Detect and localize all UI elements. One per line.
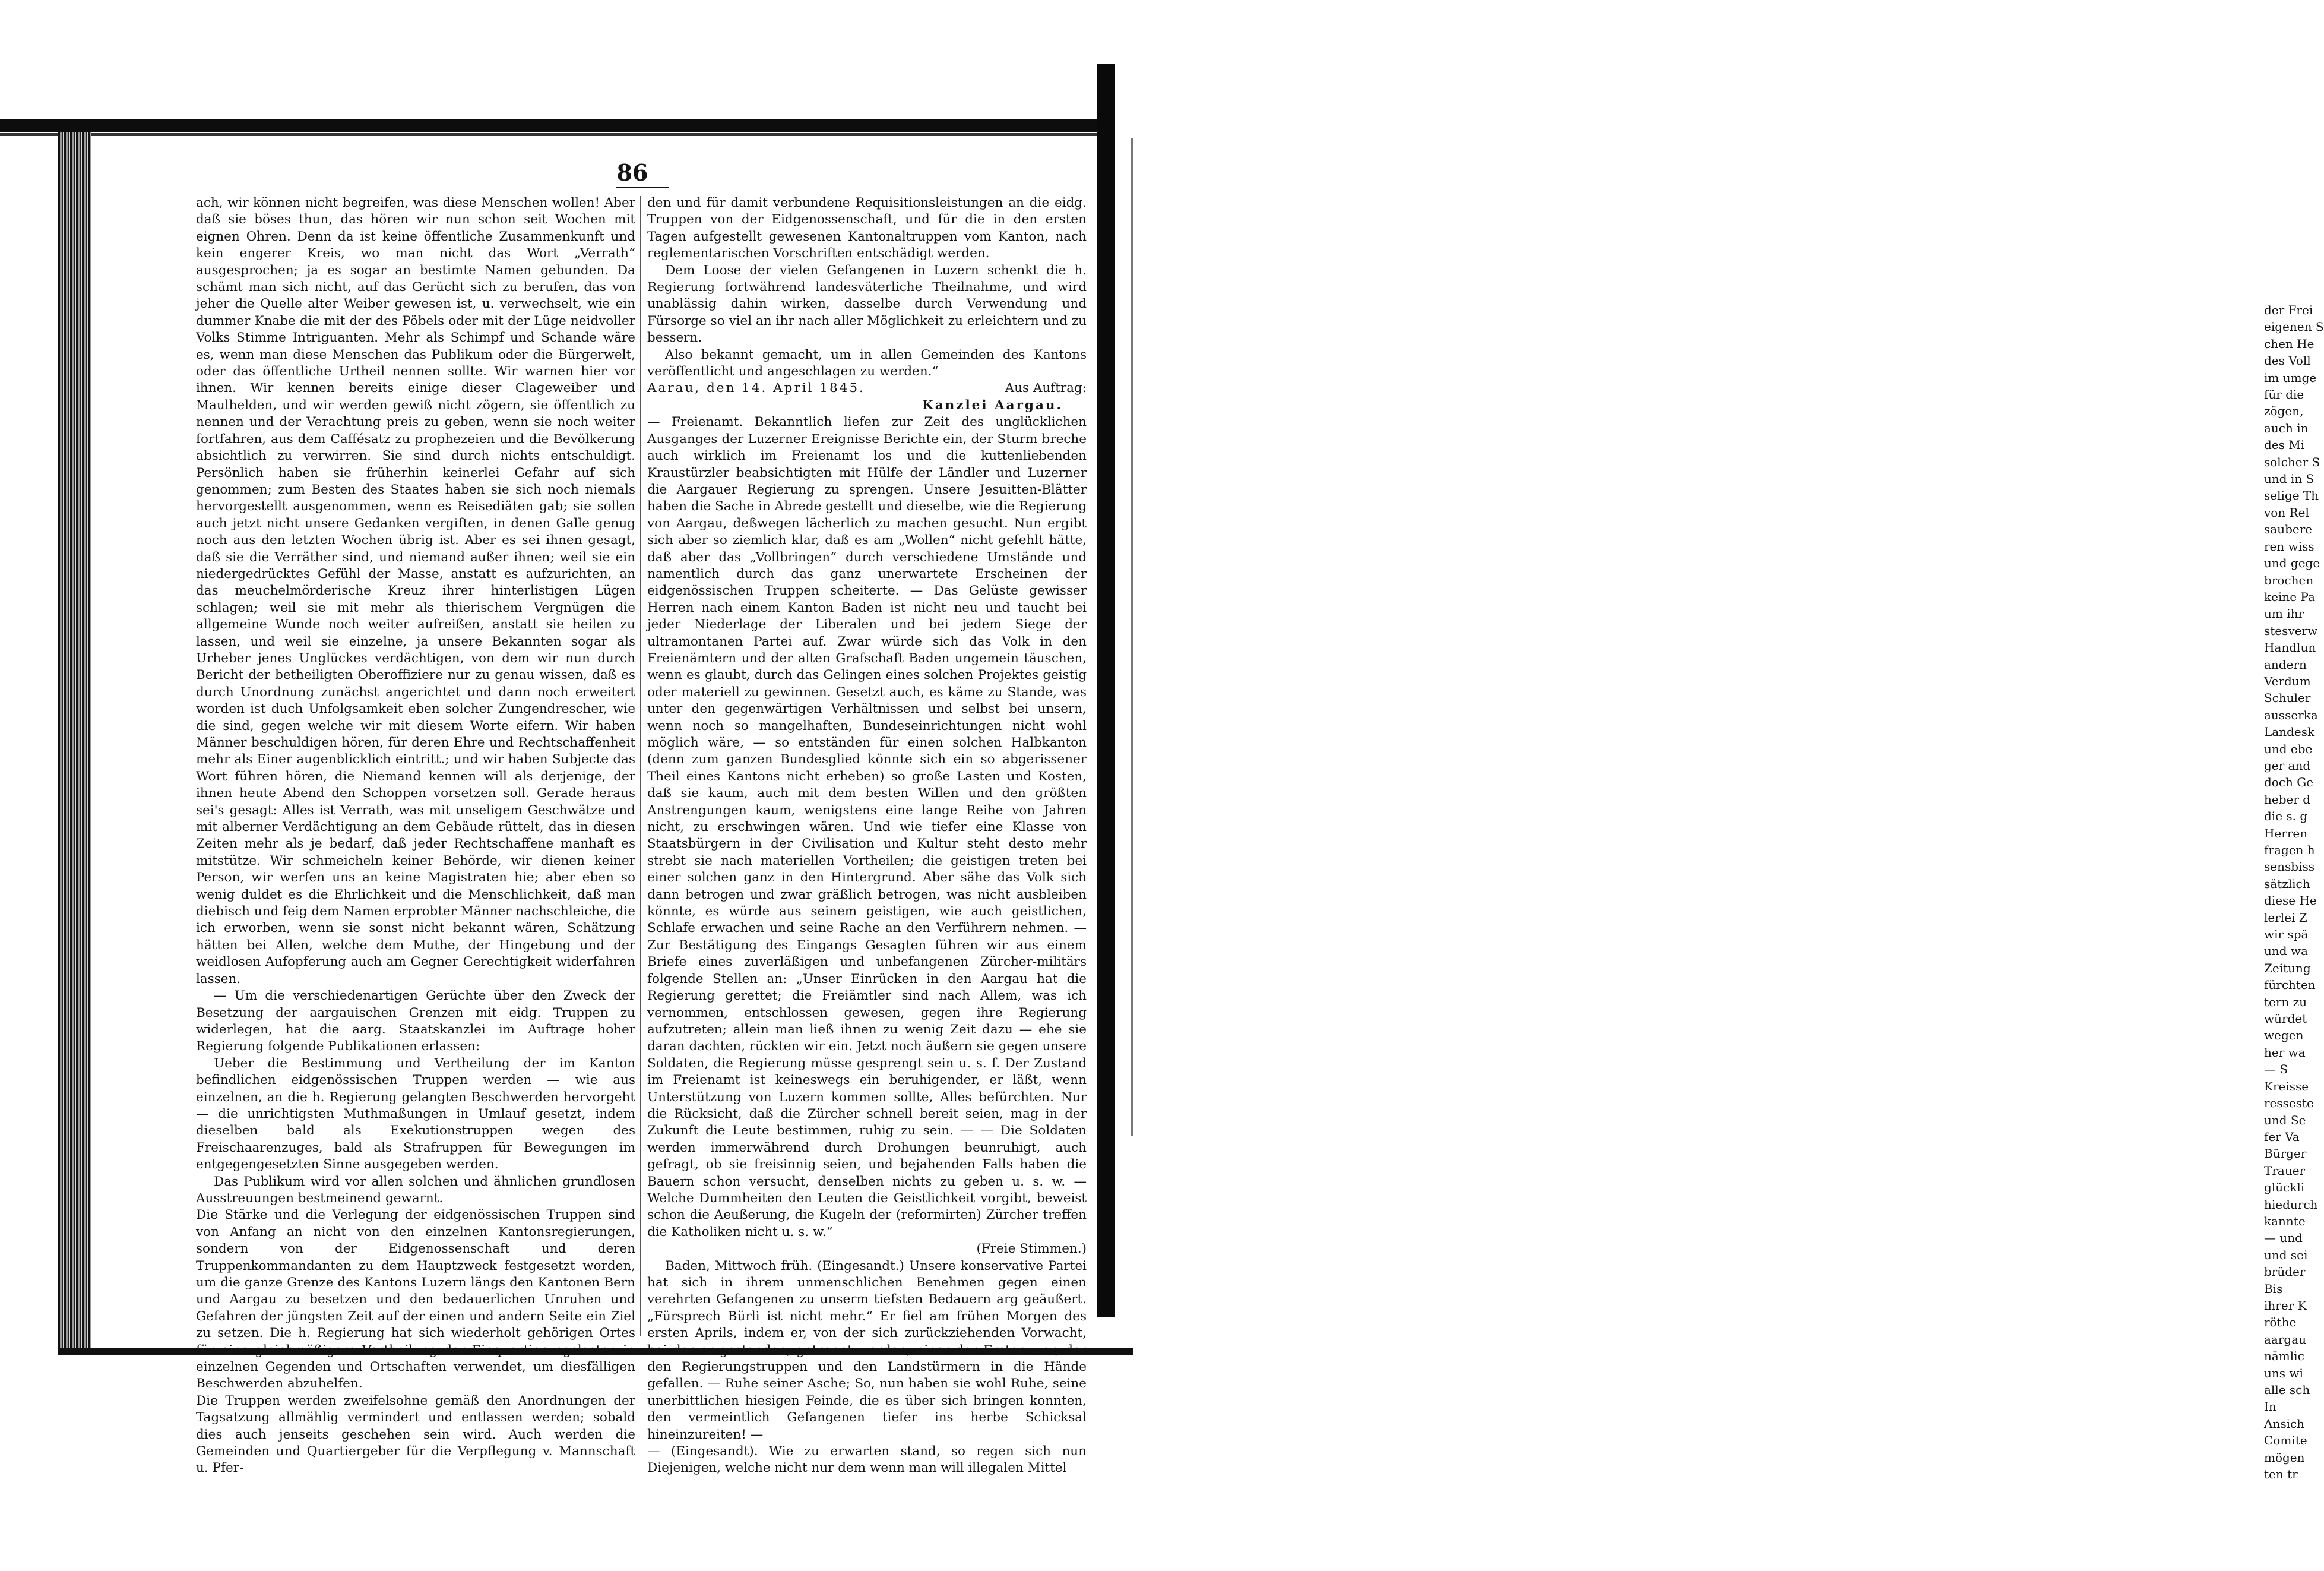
- next-page-line: her wa: [2264, 1045, 2306, 1060]
- next-page-line: uns wi: [2264, 1365, 2303, 1380]
- next-page-line: Landesk: [2264, 725, 2315, 739]
- next-page-line: Bürger: [2264, 1146, 2307, 1161]
- next-page-line: andern: [2264, 657, 2307, 672]
- page-number-rule: [616, 187, 669, 188]
- next-page-line: selige Th: [2264, 488, 2319, 503]
- article-paragraph: Dem Loose der vielen Gefangenen in Luzern schenkt die h. Regierung fortwährend landesväterliche Theilnahme, und wird unablässig dahin wirken, dasselbe durch Verwendung und Fürsorge so viel an ihr nach aller Möglichkeit zu erleichtern und zu bessern.: [647, 263, 1087, 346]
- next-page-line: wir spä: [2264, 927, 2309, 942]
- next-page-line: ger and: [2264, 758, 2311, 773]
- next-page-line: ren wiss: [2264, 539, 2314, 554]
- next-page-text: [2264, 302, 2324, 1483]
- next-page-line: Ansich: [2264, 1416, 2305, 1431]
- next-page-line: hiedurch: [2264, 1197, 2318, 1212]
- next-page-line: und gege: [2264, 556, 2320, 571]
- next-page-line: — und: [2264, 1231, 2303, 1246]
- next-page-line: der Frei: [2264, 303, 2313, 317]
- page-number: 86: [616, 159, 648, 186]
- right-column: [647, 195, 1087, 1477]
- next-page-line: diese He: [2264, 893, 2317, 908]
- scan-top-band: [0, 119, 1182, 132]
- next-page-line: für die: [2264, 387, 2304, 402]
- dateline-row: [647, 380, 1087, 397]
- next-page-line: die s. g: [2264, 809, 2308, 824]
- next-page-line: ausserka: [2264, 707, 2318, 722]
- next-page-line: fürchten: [2264, 978, 2316, 992]
- next-page-line: chen He: [2264, 336, 2314, 351]
- next-page-rule: [1131, 138, 1133, 1136]
- by-order: Aus Auftrag:: [1005, 381, 1087, 396]
- next-page-line: lerlei Z: [2264, 910, 2307, 925]
- next-page-line: keine Pa: [2264, 589, 2315, 604]
- next-page-line: fer Va: [2264, 1129, 2300, 1144]
- dateline: Aarau, den 14. April 1845.: [647, 381, 865, 396]
- next-page-line: des Mi: [2264, 438, 2305, 453]
- next-page-line: tern zu: [2264, 994, 2307, 1009]
- article-paragraph: Das Publikum wird vor allen solchen und ähnlichen grundlosen Ausstreuungen bestmeinend gewarnt.: [196, 1174, 635, 1206]
- next-page-line: sätzlich: [2264, 876, 2310, 891]
- next-page-line: Trauer: [2264, 1163, 2306, 1178]
- next-page-line: des Voll: [2264, 353, 2311, 368]
- next-page-line: kannte: [2264, 1213, 2306, 1228]
- next-page-line: zögen,: [2264, 404, 2304, 419]
- next-page-line: — S: [2264, 1062, 2288, 1077]
- signature: Kanzlei Aargau.: [922, 397, 1063, 413]
- next-page-fragment: [1115, 113, 2324, 1482]
- next-page-line: Zeitung: [2264, 960, 2311, 975]
- next-page-line: und in S: [2264, 472, 2314, 486]
- next-page-line: alle sch: [2264, 1383, 2310, 1397]
- next-page-line: mögen: [2264, 1450, 2305, 1465]
- source-credit: (Freie Stimmen.): [976, 1241, 1087, 1257]
- next-page-line: nämlic: [2264, 1349, 2304, 1364]
- article-paragraph: Die Truppen werden zweifelsohne gemäß den Anordnungen der Tagsatzung allmählig vermindert und entlassen werden; sobald dies auch jenseits geschehen sein wird. Auch werden die Gemeinden und Quartiergeber für die Verpflegung v. Mannschaft u. Pfer-: [196, 1393, 635, 1476]
- next-page-line: um ihr: [2264, 606, 2304, 621]
- article-paragraph: Baden, Mittwoch früh. (Eingesandt.) Unsere konservative Partei hat sich in ihrem unmenschlichen Benehmen gegen einen verehrten Gefangenen zu unserm tiefsten Bedauern arg geäußert. „Fürsprech Bürli ist nicht mehr.“ Er fiel am frühen Morgen des ersten Aprils, indem er, von der sich zurückziehenden Vorwacht, bei der er gestanden, getrennt worden, einer der Ersten war, der den Regierungstruppen und den Landstürmern in die Hände gefallen. — Ruhe seiner Asche; So, nun haben sie wohl Ruhe, seine unerbittlichen hiesigen Feinde, die es über sich bringen konnten, den vermeintlich Gefangenen tiefer ins herbe Schicksal hineinzureiten! —: [647, 1258, 1087, 1442]
- next-page-line: Herren: [2264, 826, 2308, 840]
- next-page-line: von Rel: [2264, 505, 2309, 520]
- article-paragraph: den und für damit verbundene Requisitionsleistungen an die eidg. Truppen von der Eidgenossenschaft, und für die in den ersten Tagen aufgestellt gewesenen Kantonaltruppen vom Kanton, nach reglementarischen Vorschriften entschädigt werden.: [647, 195, 1087, 261]
- next-page-line: eigenen S: [2264, 320, 2324, 334]
- next-page-line: ten tr: [2264, 1467, 2298, 1482]
- article-paragraph: Also bekannt gemacht, um in allen Gemeinden des Kantons veröffentlicht und angeschlagen zu werden.“: [647, 347, 1087, 380]
- next-page-line: und sei: [2264, 1247, 2308, 1262]
- next-page-line: fragen h: [2264, 843, 2315, 857]
- next-page-line: doch Ge: [2264, 775, 2314, 790]
- left-column: [196, 195, 635, 1477]
- article-paragraph: ach, wir können nicht begreifen, was diese Menschen wollen! Aber daß sie böses thun, das hören wir nun schon seit Wochen mit eignen Ohren. Denn da ist keine öffentliche Zusammenkunft und kein engerer Kreis, wo man nicht das Wort „Verrath“ ausgesprochen; ja es sogar an bestimte Namen gebunden. Da schämt man sich nicht, auf das Gerücht sich zu berufen, das von jeher die Quelle alter Weiber gewesen ist, u. verwechselt, wie ein dummer Knabe die mit der des Pöbels oder mit der Lüge neidvoller Volks Stimme Intriguanten. Mehr als Schimpf und Schande wäre es, wenn man diese Menschen das Publikum oder die Bürgerwelt, oder das öffentliche Urtheil nennen sollte. Wir warnen hier vor ihnen. Wir kennen bereits einige dieser Clageweiber und Maulhelden, und wir werden gewiß nicht zögern, sie öffentlich zu nennen und der Verachtung preis zu geben, wenn sie noch weiter fortfahren, aus dem Caffésatz zu prophezeien und die Bevölkerung absichtlich zu verwirren. Sie sind durch nichts entschuldigt. Persönlich haben sie früherhin keinerlei Gefahr auf sich genommen; zum Besten des Staates haben sie sich noch niemals hervorgestellt ausgenommen, wenn es Reisediäten gab; sie sollen auch jetzt nicht unsere Gedanken vergiften, in denen Galle genug noch aus den letzten Wochen übrig ist. Aber es sei ihnen gesagt, daß sie die Verräther sind, und niemand außer ihnen; weil sie ein niedergedrücktes Gefühl der Masse, anstatt es aufzurichten, an das meuchelmörderische Kreuz ihrer hinterlistigen Lügen schlagen; weil sie mit mehr als thierischem Vergnügen die allgemeine Wunde noch weiter aufreißen, anstatt sie heilen zu lassen, und weil sie einzelne, ja unsere Bekannten sogar als Urheber jenes Unglückes verdächtigen, von dem wir nun durch Bericht der betheiligten Oberoffiziere nur zu genau wissen, daß es durch Unordnung zunächst angerichtet und dann noch erweitert worden ist duch Unfolgsamkeit eben solcher Zungendrescher, wie die sind, gegen welche wir mit diesem Worte eifern. Wir haben Männer beschuldigen hören, für deren Ehre und Rechtschaffenheit mehr als Einer augenblicklich eintritt.; und wir haben Subjecte das Wort führen hören, die Niemand kennen will als derjenige, der ihnen heute Abend den Schoppen vorsetzen soll. Gerade heraus sei's gesagt: Alles ist Verrath, was mit unseligem Geschwätze und mit alberner Verdächtigung an dem Gebäude rüttelt, das in diesen Zeiten mehr als je bedarf, daß jeder Rechtschaffene manhaft es mitstütze. Wir schmeicheln keiner Behörde, wir dienen keiner Person, wir werfen uns an keine Magistraten hie; aber eben so wenig duldet es die Ehrlichkeit und die Menschlichkeit, daß man diebisch und feig dem Namen erprobter Männer nachschleiche, die ich erworben, wenn sie sonst nicht bekannt wären, Schätzung hätten bei Allen, welche dem Muthe, der Hingebung und der weidlosen Aufopferung auch am Gegner Gerechtigkeit widerfahren lassen.: [196, 195, 635, 987]
- article-paragraph: — (Eingesandt). Wie zu erwarten stand, so regen sich nun Diejenigen, welche nicht nur dem wenn man will illegalen Mittel: [647, 1444, 1087, 1476]
- next-page-line: Comite: [2264, 1433, 2307, 1448]
- book-gutter: [1097, 64, 1115, 1317]
- next-page-line: sensbiss: [2264, 859, 2314, 874]
- next-page-line: und Se: [2264, 1112, 2306, 1127]
- next-page-line: und ebe: [2264, 741, 2313, 756]
- next-page-line: resseste: [2264, 1096, 2314, 1111]
- next-page-line: In: [2264, 1399, 2276, 1414]
- next-page-line: röthe: [2264, 1315, 2297, 1330]
- next-page-line: solcher S: [2264, 454, 2320, 469]
- article-paragraph: Die Stärke und die Verlegung der eidgenössischen Truppen sind von Anfang an nicht von den einzelnen Kantonsregierungen, sondern von der Eidgenossenschaft und deren Truppenkommandanten zu dem Hauptzweck festgesetzt worden, um die ganze Grenze des Kantons Luzern längs den Kantonen Bern und Aargau zu besetzen und den bedauerlichen Unruhen und Gefahren der jüngsten Zeit auf der einen und andern Seite ein Ziel zu setzen. Die h. Regierung hat sich wiederholt gehörigen Ortes für eine gleichmäßigere Vertheilung der Einquartierungslasten in einzelnen Gegenden und Ortschaften verwendet, um diesfälligen Beschwerden abzuhelfen.: [196, 1208, 635, 1392]
- next-page-line: ihrer K: [2264, 1298, 2307, 1313]
- next-page-line: Kreisse: [2264, 1079, 2309, 1093]
- book-page-edges: [58, 132, 91, 1355]
- next-page-line: brochen: [2264, 573, 2314, 587]
- next-page-line: stesverw: [2264, 623, 2318, 638]
- next-page-line: wegen: [2264, 1028, 2304, 1043]
- next-page-line: Schuler: [2264, 691, 2311, 706]
- next-page-line: auch in: [2264, 421, 2309, 435]
- next-page-line: Verdum: [2264, 674, 2311, 688]
- next-page-line: glückli: [2264, 1180, 2305, 1195]
- next-page-line: saubere: [2264, 522, 2313, 537]
- next-page-line: würdet: [2264, 1011, 2307, 1026]
- next-page-line: heber d: [2264, 792, 2311, 807]
- next-page-line: Handlun: [2264, 640, 2316, 655]
- next-page-line: und wa: [2264, 944, 2308, 959]
- next-page-line: aargau: [2264, 1332, 2307, 1346]
- next-page-line: brüder: [2264, 1265, 2306, 1279]
- column-divider: [640, 196, 641, 1336]
- next-page-line: im umge: [2264, 370, 2317, 385]
- article-paragraph: Ueber die Bestimmung und Vertheilung der im Kanton befindlichen eidgenössischen Truppen werden — wie aus einzelnen, an die h. Regierung gelangten Beschwerden hervorgeht — die unrichtigsten Muthmaßungen in Umlauf gesetzt, indem dieselben bald als Exekutionstruppen wegen des Freischaarenzuges, bald als Strafruppen für Bewegungen im entgegengesetzten Sinne ausgegeben werden.: [196, 1055, 635, 1172]
- article-paragraph: — Freienamt. Bekanntlich liefen zur Zeit des unglücklichen Ausganges der Luzerner Ereignisse Berichte ein, der Sturm breche auch wirklich im Freienamt los und die kuttenliebenden Kraustürzler beabsichtigten mit Hülfe der Ländler und Luzerner die Aargauer Regierung zu sprengen. Unsere Jesuitten-Blätter haben die Sache in Abrede gestellt und dieselbe, wie die Regierung von Aargau, deßwegen lächerlich zu machen gesucht. Nun ergibt sich aber so ziemlich klar, daß es am „Wollen“ nicht gefehlt hätte, daß aber das „Vollbringen“ durch verschiedene Umstände und namentlich durch das ganz unerwartete Erscheinen der eidgenössischen Truppen scheiterte. — Das Gelüste gewisser Herren nach einem Kanton Baden ist nicht neu und taucht bei jeder Niederlage der Liberalen und bei jedem Siege der ultramontanen Partei auf. Zwar würde sich das Volk in den Freienämtern und der alten Grafschaft Baden ungemein täuschen, wenn es glaubt, durch das Gelingen eines solchen Projektes geistig oder materiell zu gewinnen. Gesetzt auch, es käme zu Stande, was unter den gegenwärtigen Verhältnissen und selbst bei unsern, wenn noch so mangelhaften, Bundeseinrichtungen nicht wohl möglich wäre, — so entständen für einen solchen Halbkanton (denn zum ganzen Bundesglied könnte sich ein so abgerissener Theil eines Kantons nicht erheben) so große Lasten und Kosten, daß sie kaum, auch mit dem besten Willen und den größten Anstrengungen kaum, wenigstens eine lange Reihe von Jahren nicht, zu erschwingen wären. Und wie tiefer eine Klasse von Staatsbürgern in der Civilisation und Kultur steht desto mehr strebt sie nach materiellen Vortheilen; die geistigen treten bei einer solchen ganz in den Hintergrund. Aber sähe das Volk sich dann betrogen und zwar gräßlich betrogen, was nicht ausbleiben könnte, es würde aus seinem geistigen, wie auch geistlichen, Schlafe erwachen und seine Rache an den Verführern nehmen. — Zur Bestätigung des Eingangs Gesagten führen wir aus einem Briefe eines zuverläßigen und unbefangenen Zürcher-militärs folgende Stellen an: „Unser Einrücken in den Aargau hat die Regierung gerettet; die Freiämtler sind nach Allem, was ich vernommen, entschlossen gewesen, gegen ihre Regierung aufzutreten; allein man ließ ihnen zu wenig Zeit dazu — ehe sie daran dachten, rückten wir ein. Jetzt noch äußern sie gegen unsere Soldaten, die Regierung müsse gesprengt sein u. s. f. Der Zustand im Freienamt ist keineswegs ein beruhigender, er läßt, wenn Unterstützung von Luzern kommen sollte, Alles befürchten. Nur die Rücksicht, daß die Zürcher schnell bereit seien, mag in der Zukunft die Leute bestimmen, ruhig zu sein. — — Die Soldaten werden immerwährend durch Drohungen beunruhigt, auch gefragt, ob sie freisinnig seien, und bejahenden Falls haben die Bauern schon versucht, denselben nichts zu geben u. s. w. — Welche Dummheiten den Leuten die Geistlichkeit vorgibt, beweist schon die Aeußerung, die Kugeln der (reformirten) Zürcher treffen die Katholiken nicht u. s. w.“: [647, 415, 1087, 1240]
- scan-top-rule: [0, 133, 1098, 136]
- article-paragraph: — Um die verschiedenartigen Gerüchte über den Zweck der Besetzung der aargauischen Grenzen mit eidg. Truppen zu widerlegen, hat die aarg. Staatskanzlei im Auftrage hoher Regierung folgende Publikationen erlassen:: [196, 988, 635, 1054]
- next-page-line: Bis: [2264, 1281, 2283, 1296]
